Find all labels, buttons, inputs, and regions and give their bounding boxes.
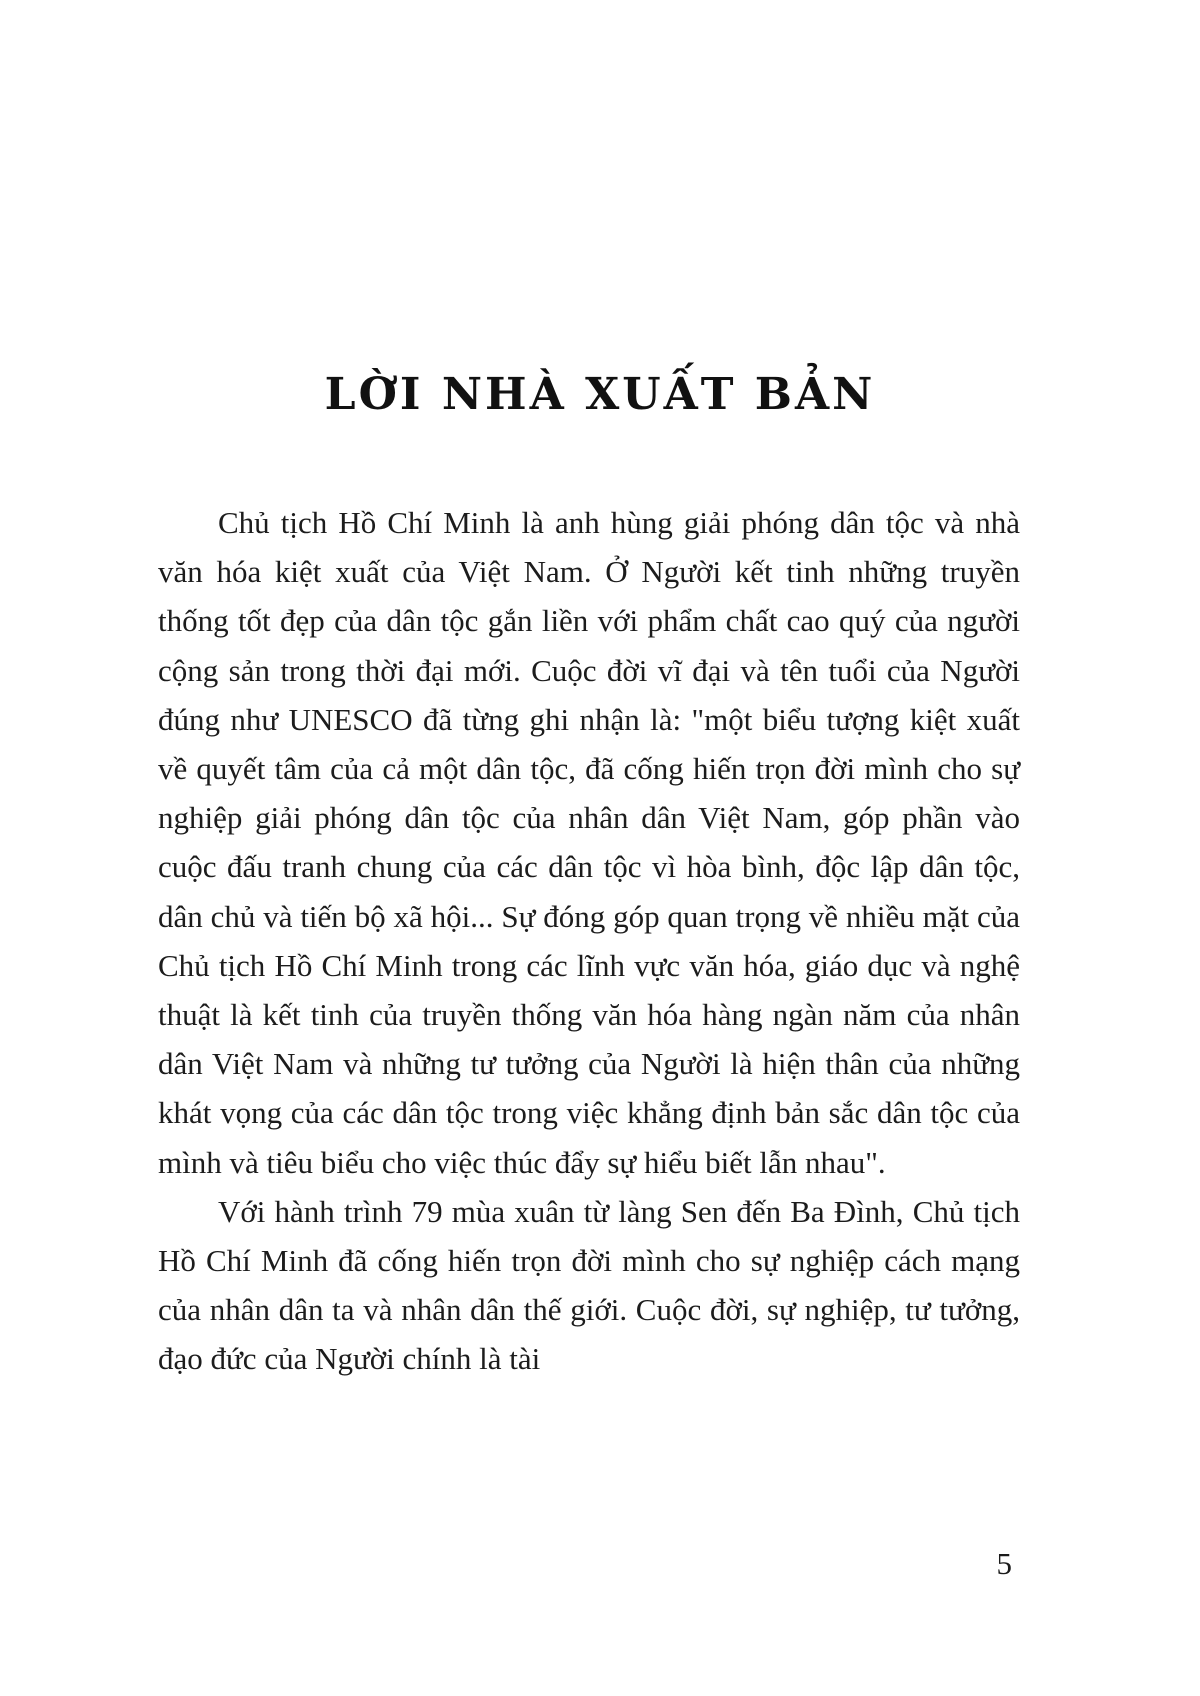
body-text <box>158 498 1020 1384</box>
paragraph-2: Với hành trình 79 mùa xuân từ làng Sen đến Ba Đình, Chủ tịch Hồ Chí Minh đã cống hiến trọn đời mình cho sự nghiệp cách mạng của nhân dân ta và nhân dân thế giới. Cuộc đời, sự nghiệp, tư tưởng, đạo đức của Người chính là tài <box>158 1193 1020 1377</box>
chapter-title: LỜI NHÀ XUẤT BẢN <box>324 369 876 421</box>
paragraph-1: Chủ tịch Hồ Chí Minh là anh hùng giải phóng dân tộc và nhà văn hóa kiệt xuất của Việt Nam. Ở Người kết tinh những truyền thống tốt đẹp của dân tộc gắn liền với phẩm chất cao quý của người cộng sản trong thời đại mới. Cuộc đời vĩ đại và tên tuổi của Người đúng như UNESCO đã từng ghi nhận là: "một biểu tượng kiệt xuất về quyết tâm của cả một dân tộc, đã cống hiến trọn đời mình cho sự nghiệp giải phóng dân tộc của nhân dân Việt Nam, góp phần vào cuộc đấu tranh chung của các dân tộc vì hòa bình, độc lập dân tộc, dân chủ và tiến bộ xã hội... Sự đóng góp quan trọng về nhiều mặt của Chủ tịch Hồ Chí Minh trong các lĩnh vực văn hóa, giáo dục và nghệ thuật là kết tinh của truyền thống văn hóa hàng ngàn năm của nhân dân Việt Nam và những tư tưởng của Người là hiện thân của những khát vọng của các dân tộc trong việc khẳng định bản sắc dân tộc của mình và tiêu biểu cho việc thúc đẩy sự hiểu biết lẫn nhau". <box>158 505 1020 1180</box>
page-number: 5 <box>996 1546 1012 1581</box>
